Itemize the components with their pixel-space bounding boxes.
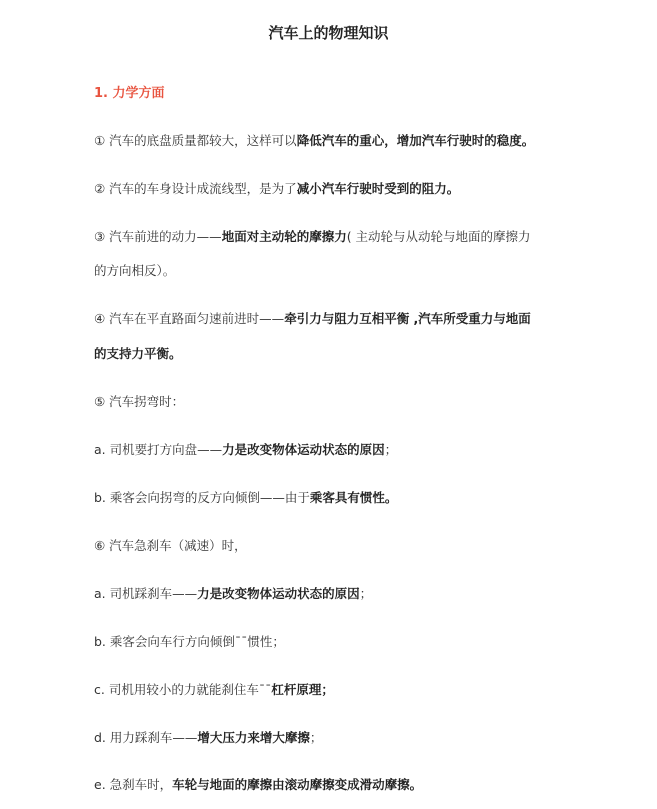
- line-text: a. 司机踩刹车——: [94, 586, 198, 601]
- paragraph-line: [94, 179, 574, 199]
- paragraph-line: [94, 584, 574, 604]
- paragraph-line: [94, 261, 574, 281]
- line-emphasis: 地面对主动轮的摩擦力: [221, 229, 347, 244]
- paragraph-line: [94, 440, 574, 460]
- line-emphasis: 乘客具有惯性。: [309, 490, 398, 505]
- line-text: e. 急刹车时，: [94, 777, 173, 792]
- line-tail: ；: [384, 442, 398, 457]
- line-emphasis: 减小汽车行驶时受到的阻力。: [296, 181, 460, 196]
- paragraph-line: [94, 488, 574, 508]
- line-text: b. 乘客会向车行方向倾倒¯¯惯性；: [94, 634, 285, 649]
- paragraph-line: [94, 131, 574, 151]
- line-text: a. 司机要打方向盘——: [94, 442, 223, 457]
- line-emphasis: 车轮与地面的摩擦由滚动摩擦变成滑动摩擦。: [172, 777, 423, 792]
- line-emphasis: 牵引力与阻力互相平衡 ,汽车所受重力与地面: [284, 311, 531, 326]
- paragraph-line: [94, 227, 574, 247]
- line-text: b. 乘客会向拐弯的反方向倾倒——由于: [94, 490, 310, 505]
- line-emphasis: 增大压力来增大摩擦: [197, 730, 310, 745]
- line-text: ⑤ 汽车拐弯时：: [94, 394, 185, 409]
- line-emphasis: 杠杆原理；: [271, 682, 334, 697]
- paragraph-line: [94, 728, 574, 748]
- line-text: ③ 汽车前进的动力——: [94, 229, 222, 244]
- line-emphasis: 力是改变物体运动状态的原因: [197, 586, 360, 601]
- paragraph-line: [94, 632, 574, 652]
- line-emphasis: 的支持力平衡。: [94, 346, 182, 361]
- paragraph-line: [94, 680, 574, 700]
- line-tail: ( 主动轮与从动轮与地面的摩擦力: [346, 229, 531, 244]
- paragraph-line: [94, 344, 574, 364]
- paragraph-line: [94, 536, 574, 556]
- paragraph-line: [94, 775, 574, 795]
- line-tail: ；: [359, 586, 373, 601]
- line-text: ④ 汽车在平直路面匀速前进时——: [94, 311, 285, 326]
- section-heading-mechanics: 1. 力学方面: [94, 86, 165, 101]
- paragraph-line: [94, 392, 574, 412]
- line-text: ① 汽车的底盘质量都较大，这样可以: [94, 133, 297, 148]
- line-emphasis: 降低汽车的重心，增加汽车行驶时的稳度。: [296, 133, 535, 148]
- line-text: d. 用力踩刹车——: [94, 730, 198, 745]
- line-text: 的方向相反）。: [94, 263, 176, 278]
- line-text: c. 司机用较小的力就能刹住车¯¯: [94, 682, 272, 697]
- line-text: ② 汽车的车身设计成流线型，是为了: [94, 181, 297, 196]
- line-text: ⑥ 汽车急刹车（减速）时，: [94, 538, 247, 553]
- paragraph-line: [94, 309, 574, 329]
- line-tail: ；: [309, 730, 323, 745]
- line-emphasis: 力是改变物体运动状态的原因: [222, 442, 385, 457]
- page-title: 汽车上的物理知识: [268, 24, 389, 42]
